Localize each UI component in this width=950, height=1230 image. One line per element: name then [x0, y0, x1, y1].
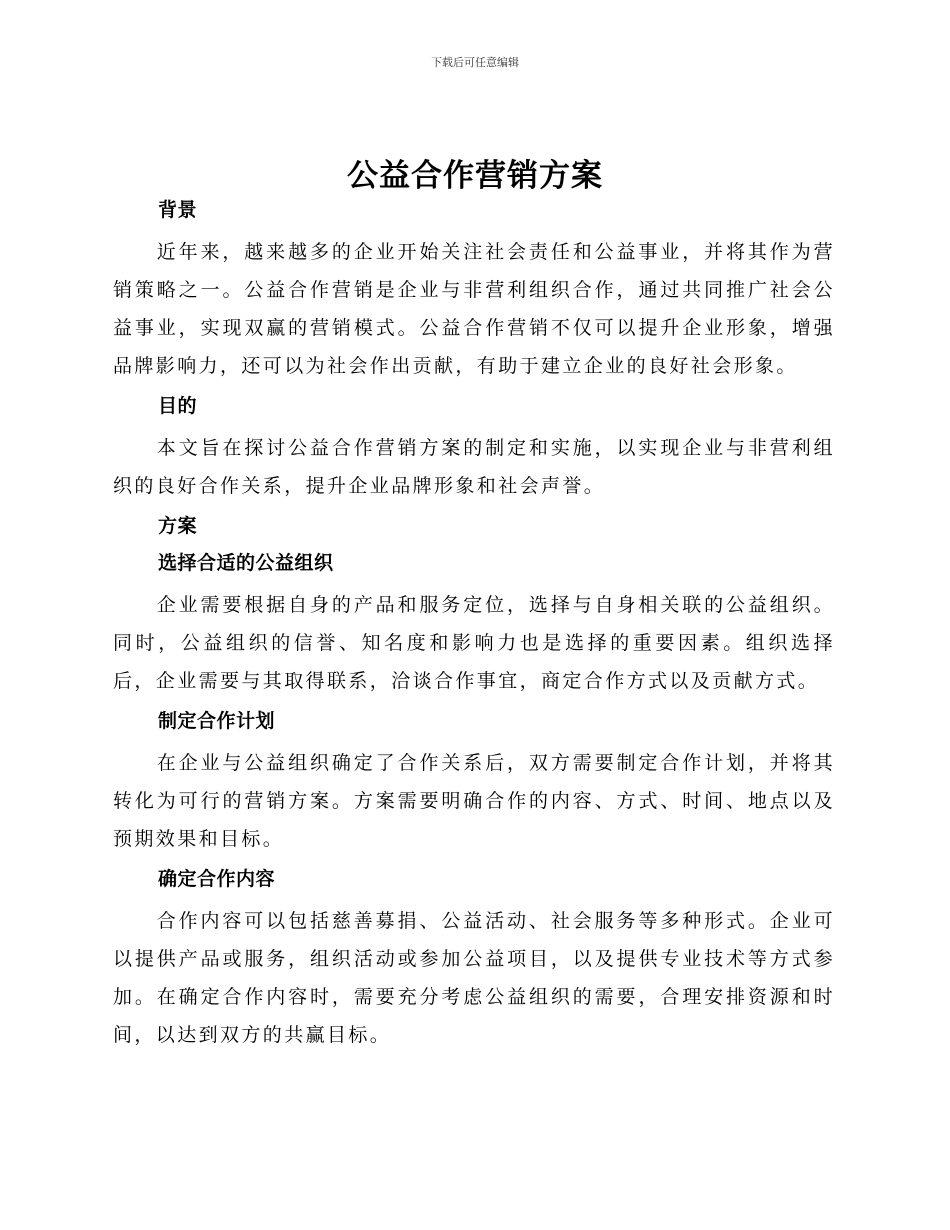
- section-heading-plan: 方案: [158, 515, 198, 537]
- subsection-body-choose-org: 企业需要根据自身的产品和服务定位，选择与自身相关联的公益组织。同时，公益组织的信誉、知名度和影响力也是选择的重要因素。组织选择后，企业需要与其取得联系，洽谈合作事宜，商定合作方式以及贡献方式。: [113, 594, 835, 692]
- subsection-body-define-content: 合作内容可以包括慈善募捐、公益活动、社会服务等多种形式。企业可以提供产品或服务，组织活动或参加公益项目，以及提供专业技术等方式参加。在确定合作内容时，需要充分考虑公益组织的需要，合理安排资源和时间，以达到双方的共赢目标。: [113, 910, 835, 1046]
- section-body-purpose: 本文旨在探讨公益合作营销方案的制定和实施，以实现企业与非营利组织的良好合作关系，提升企业品牌形象和社会声誉。: [113, 437, 835, 497]
- document-title: 公益合作营销方案: [347, 158, 603, 194]
- subsection-heading-choose-org: 选择合适的公益组织: [158, 552, 334, 574]
- section-heading-background: 背景: [158, 199, 198, 221]
- section-heading-purpose: 目的: [158, 395, 198, 417]
- section-body-background: 近年来，越来越多的企业开始关注社会责任和公益事业，并将其作为营销策略之一。公益合作营销是企业与非营利组织合作，通过共同推广社会公益事业，实现双赢的营销模式。公益合作营销不仅可以提升企业形象，增强品牌影响力，还可以为社会作出贡献，有助于建立企业的良好社会形象。: [113, 241, 835, 377]
- subsection-body-make-plan: 在企业与公益组织确定了合作关系后，双方需要制定合作计划，并将其转化为可行的营销方案。方案需要明确合作的内容、方式、时间、地点以及预期效果和目标。: [113, 752, 835, 850]
- page-header-note: 下载后可任意编辑: [431, 56, 519, 69]
- document-body: [113, 196, 835, 1061]
- subsection-heading-make-plan: 制定合作计划: [158, 710, 276, 732]
- subsection-heading-define-content: 确定合作内容: [158, 868, 276, 890]
